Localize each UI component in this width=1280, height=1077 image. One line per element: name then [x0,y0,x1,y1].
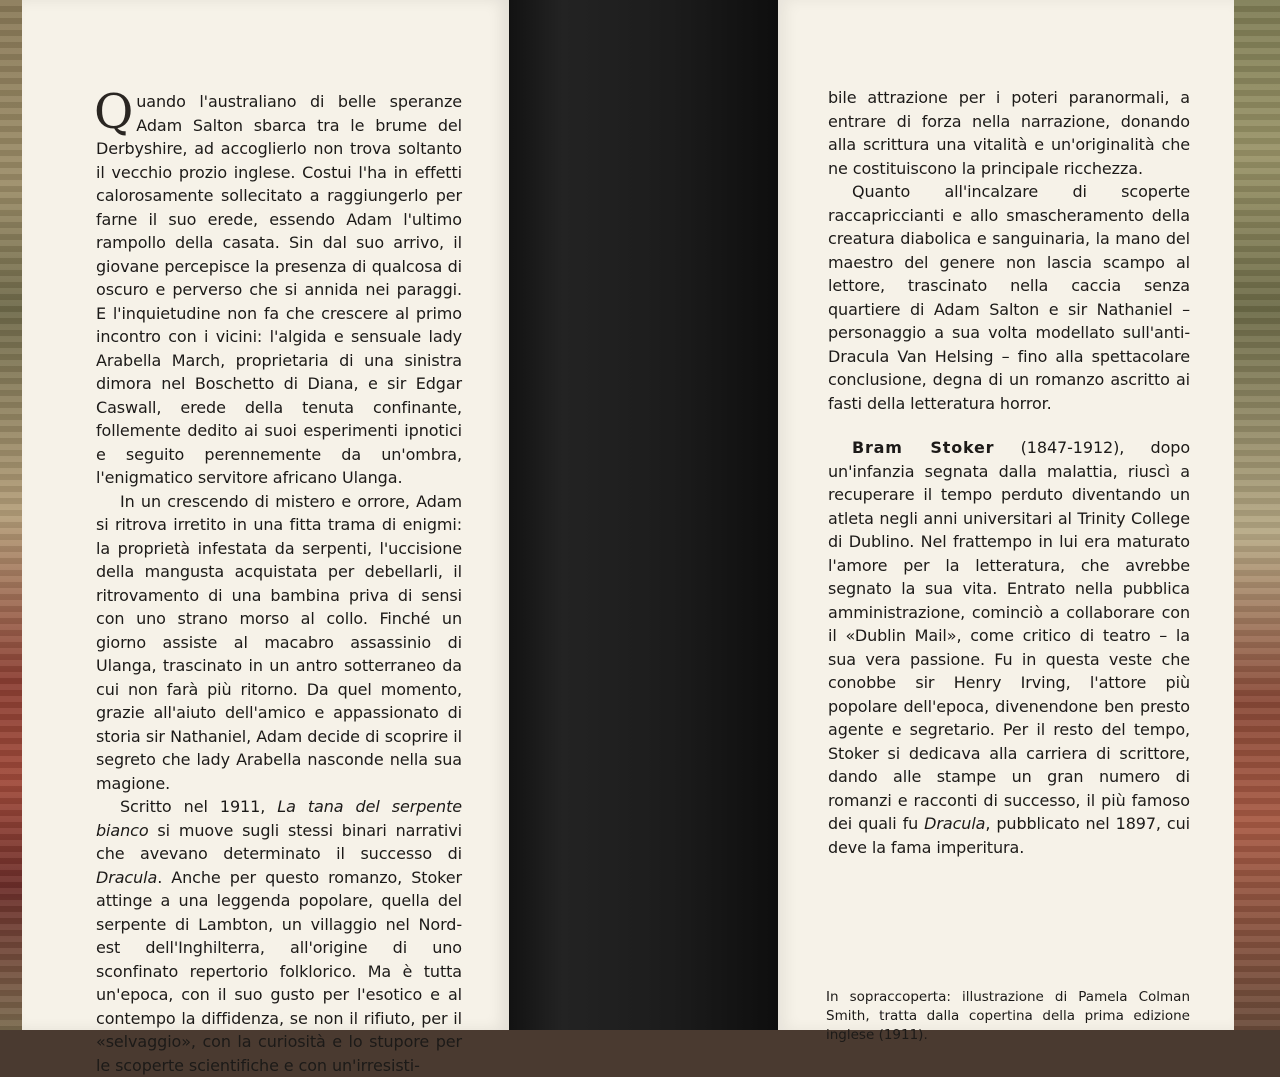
author-bio [828,436,1190,859]
text-run: , pubblicato nel 1897, cui deve la fama imperitura. [828,814,1190,857]
book-spine [509,0,778,1030]
cover-art-strip-left [0,0,22,1030]
text-run: . Anche per questo romanzo, Stoker attinge a una leggenda popolare, quella del serpente di Lambton, un villaggio nel Nord-est dell'Inghilterra, all'origine di uno sconfinato repertorio folklorico. Ma è tutta un'epoca, con il suo gusto per l'esotico e al contempo la diffidenza, se non il rifiuto, per il «selvaggio», con la curiosità e lo stupore per le scoperte scientifiche e con un'irresisti- [96,867,462,1075]
bio-paragraph [828,436,1190,859]
author-name: Bram Stoker [852,438,995,457]
book-title: Dracula [924,814,986,833]
book-title: La tana del serpente bianco [96,797,462,840]
book-title: Dracula [96,867,158,887]
synopsis-paragraph-4: bile attrazione per i poteri paranormali, a entrare di forza nella narrazione, donando alla scrittura una vitalità e un'originalità che ne costituiscono la principale ricchezza. [828,88,1190,178]
synopsis-paragraph-5: Quanto all'incalzare di scoperte raccapriccianti e allo smascheramento della creatura diabolica e sanguinaria, la mano del maestro del genere non lascia scampo al lettore, trascinato nella caccia senza quartiere di Adam Salton e sir Nathaniel – personaggio a sua volta modellato sull'anti-Dracula Van Helsing – fino alla spettacolare conclusione, degna di un romanzo ascritto ai fasti della letteratura horror. [828,182,1190,413]
text-run: (1847-1912), dopo un'infanzia segnata dalla malattia, riuscì a recuperare il tempo perduto diventando un atleta negli anni universitari al Trinity College di Dublino. Nel frattempo in lui era maturato l'amore per la letteratura, che avrebbe segnato la sua vita. Entrato nella pubblica amministrazione, cominciò a collaborare con il «Dublin Mail», come critico di teatro – la sua vera passione. Fu in questa veste che conobbe sir Henry Irving, l'attore più popolare dell'epoca, divenendone ben presto agente e segretario. Per il resto del tempo, Stoker si dedicava alla carriera di scrittore, dando alle stampe un gran numero di romanzi e racconti di successo, il più famoso dei quali fu [828,438,1191,833]
synopsis-text [94,84,462,1077]
synopsis-paragraph-3 [96,795,462,1077]
synopsis-paragraph-2: In un crescendo di mistero e orrore, Adam si ritrova irretito in una fitta trama di enigmi: la proprietà infestata da serpenti, l'uccisione della mangusta acquistata per debellarli, il ritrovamento di una bambina priva di sensi con uno strano morso al collo. Finché un giorno assiste al macabro assassinio di Ulanga, trascinato in un antro sotterraneo da cui non farà più ritorno. Da quel momento, grazie all'aiuto dell'amico e appassionato di storia sir Nathaniel, Adam decide di scoprire il segreto che lady Arabella nasconde nella sua magione. [96,491,462,793]
cover-illustration-credit: In sopraccoperta: illustrazione di Pamela Colman Smith, tratta dalla copertina della prima edizione inglese (1911). [826,989,1190,1043]
drop-cap: Q [94,84,134,140]
synopsis-continued [828,86,1190,415]
text-run: Scritto nel 1911, [120,797,278,816]
text-run: si muove sugli stessi binari narrativi che avevano determinato il successo di [96,820,462,863]
synopsis-paragraph-1 [94,84,462,490]
cover-art-strip-right [1234,0,1280,1030]
paragraph-text: uando l'australiano di belle speranze Adam Salton sbarca tra le brume del Derbyshire, ad accoglierlo non trova soltanto il vecchio prozio inglese. Costui l'ha in effetti calorosamente sollecitato a raggiungerlo per farne il suo erede, essendo Adam l'ultimo rampollo della casata. Sin dal suo arrivo, il giovane percepisce la presenza di qualcosa di oscuro e perverso che si annida nei paraggi. E l'inquietudine non fa che crescere al primo incontro con i vicini: l'algida e sensuale lady Arabella March, proprietaria di una sinistra dimora nel Boschetto di Diana, e sir Edgar Caswall, erede della tenuta confinante, follemente dedito ai suoi esperimenti ipnotici e seguito perennemente da un'ombra, l'enigmatico servitore africano Ulanga. [96,92,462,487]
